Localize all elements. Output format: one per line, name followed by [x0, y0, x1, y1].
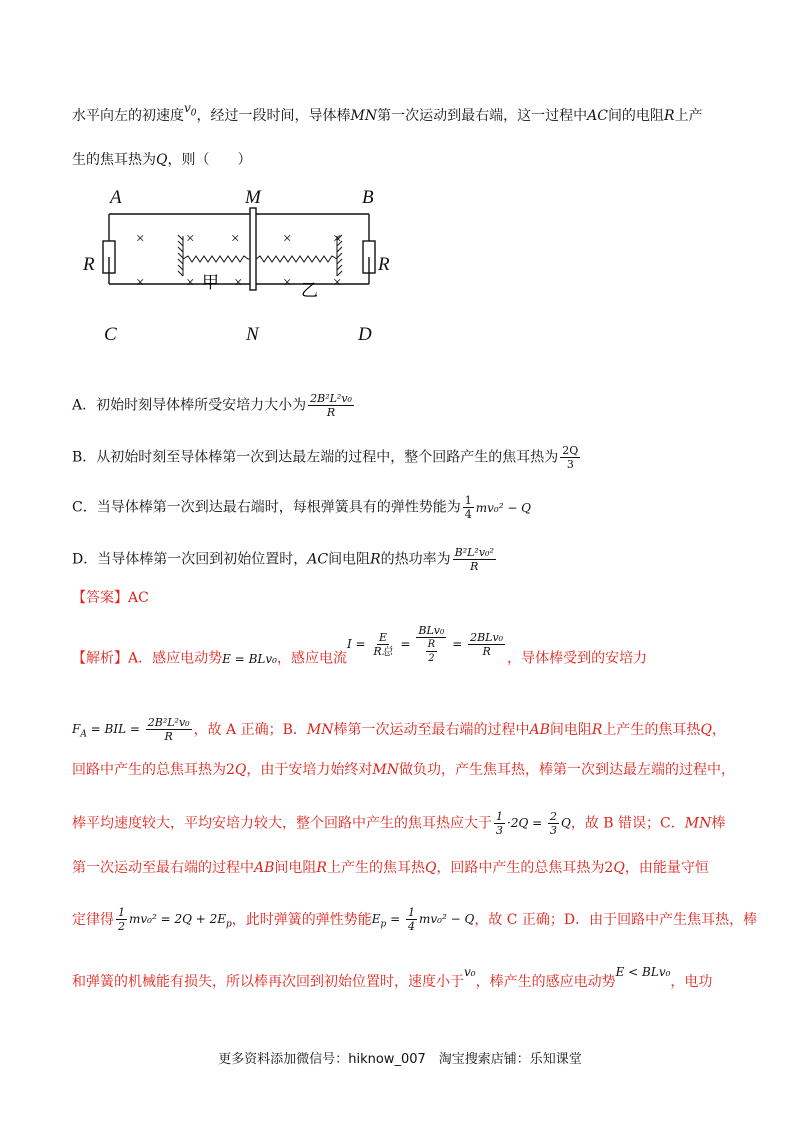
label-jia: 甲 [202, 273, 219, 292]
field-cross: × [333, 231, 342, 247]
option-b-fraction: $\frac{2Q}{3}$ [562, 444, 579, 471]
label-M: M [245, 187, 261, 208]
field-cross: × [186, 275, 195, 291]
label-C: C [104, 324, 117, 345]
analysis-line-7: 和弹簧的机械能有损失，所以棒再次回到初始位置时，速度小于v₀，棒产生的感应电动势E < BLv₀，电功 [72, 965, 713, 990]
option-d-fraction: $\frac{\text{B²L²v₀²}}{R}$ [454, 546, 494, 573]
analysis-line-6: 定律得 $\frac{1}{2}$ $mv_0^2 = 2Q + 2E_p$，此时弹簧的弹性势能$E_p$ = $\frac{1}{4}$ mv₀² − Q，故 C 正确；D．由于回路中产生焦耳热，棒 [72, 906, 758, 933]
question-line-2: 生的焦耳热为Q，则（ ） [72, 152, 252, 168]
option-c: C．当导体棒第一次到达最右端时，每根弹簧具有的弹性势能为 $\frac{1}{4}$ mv₀² − Q [72, 494, 532, 521]
field-cross: × [234, 275, 243, 291]
analysis-line-3: 回路中产生的总焦耳热为2Q，由于安培力始终对MN做负功，产生焦耳热，棒第一次到达最左端的过程中， [72, 762, 735, 778]
option-a-fraction: $\frac{\text{2B²L²v₀}}{R}$ [310, 392, 352, 419]
circuit-figure [80, 186, 400, 346]
label-A: A [110, 187, 122, 208]
label-yi: 乙 [301, 281, 318, 300]
analysis-line-5: 第一次运动至最右端的过程中AB间电阻R上产生的焦耳热Q，回路中产生的总焦耳热为2Q，由能量守恒 [72, 860, 709, 876]
spring-jia [183, 256, 250, 262]
label-N: N [246, 324, 259, 345]
field-cross: × [333, 275, 342, 291]
spring-yi [256, 256, 337, 262]
label-R-right: R [378, 254, 390, 275]
analysis-line-4: 棒平均速度较大，平均安培力较大，整个回路中产生的焦耳热应大于 $\frac{1}{3}$ ·2Q = $\frac{2}{3}$ Q，故 B 错误；C．MN棒 [72, 810, 726, 837]
label-D: D [358, 324, 372, 345]
analysis-line-2: $F_A$ = BIL = $\frac{\text{2B²L²v₀}}{R}$ ，故 A 正确；B．MN棒第一次运动至最右端的过程中AB间电阻R上产生的焦耳热Q， [72, 716, 726, 743]
field-cross: × [283, 275, 292, 291]
label-R-left: R [83, 254, 95, 275]
label-B: B [362, 187, 374, 208]
analysis-line-1: 【解析】A．感应电动势E = BLv₀，感应电流I = $\frac{E}{\text{R总}}$ = $\frac{\text{BLv₀}}{\frac{R}{2}}$ = $\frac{\text{2BLv₀}}{R}$ ，导体棒受到的安培力 [72, 624, 648, 667]
field-cross: × [231, 231, 240, 247]
field-cross: × [136, 231, 145, 247]
v0-symbol: $v_0$ [184, 101, 197, 119]
field-cross: × [283, 231, 292, 247]
conductor-rod [250, 208, 256, 290]
field-cross: × [136, 275, 145, 291]
option-b: B．从初始时刻至导体棒第一次到达最左端的过程中，整个回路产生的焦耳热为 $\frac{2Q}{3}$ [72, 444, 579, 471]
answer-label: 【答案】AC [72, 590, 149, 606]
option-d: D．当导体棒第一次回到初始位置时，AC间电阻R的热功率为 $\frac{\text{B²L²v₀²}}{R}$ [72, 546, 494, 573]
option-c-fraction: $\frac{1}{4}$ [464, 494, 472, 521]
page-footer: 更多资料添加微信号：hiknow_007 淘宝搜索店铺：乐知课堂 [218, 1052, 582, 1067]
option-a: A．初始时刻导体棒所受安培力大小为 $\frac{\text{2B²L²v₀}}{R}$ [72, 392, 352, 419]
question-line-1: 水平向左的初速度$v_0$，经过一段时间，导体棒MN第一次运动到最右端，这一过程中AC间的电阻R上产 [72, 101, 703, 124]
field-cross: × [186, 231, 195, 247]
